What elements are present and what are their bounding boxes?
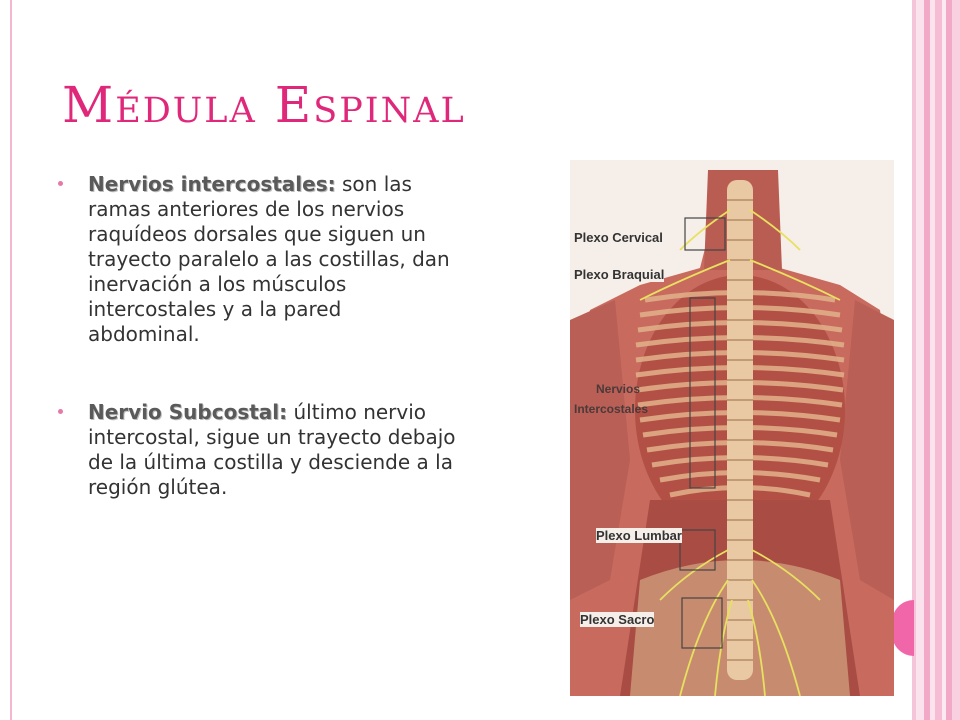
frame-line — [10, 0, 12, 720]
bullet-text: son las ramas anteriores de los nervios raquídeos dorsales que siguen un trayecto paralelo a las costillas, dan inervación a los músculos intercostales y a la pared abdominal. — [88, 172, 450, 346]
bullet-dot-icon — [58, 409, 63, 414]
label-plexo-braquial: Plexo Braquial — [574, 267, 665, 282]
label-plexo-sacro: Plexo Sacro — [580, 612, 655, 627]
bullet-item — [58, 172, 458, 347]
bullet-term: Nervios intercostales: — [88, 172, 336, 196]
label-plexo-lumbar: Plexo Lumbar — [596, 528, 682, 543]
label-intercostales: Intercostales — [574, 402, 649, 416]
bullet-item — [58, 400, 458, 500]
bullet-dot-icon — [58, 181, 63, 186]
decorative-stripes — [912, 0, 960, 720]
slide-title: Médula Espinal — [62, 76, 466, 134]
pink-tab-decoration — [892, 600, 914, 656]
label-nervios: Nervios — [596, 382, 641, 396]
bullet-term: Nervio Subcostal: — [88, 400, 288, 424]
bullet-list — [58, 172, 458, 500]
anatomy-image — [570, 160, 894, 696]
label-plexo-cervical: Plexo Cervical — [574, 230, 663, 245]
bullet-text: último nervio intercostal, sigue un trayecto debajo de la última costilla y desciende a la región glútea. — [88, 400, 456, 499]
